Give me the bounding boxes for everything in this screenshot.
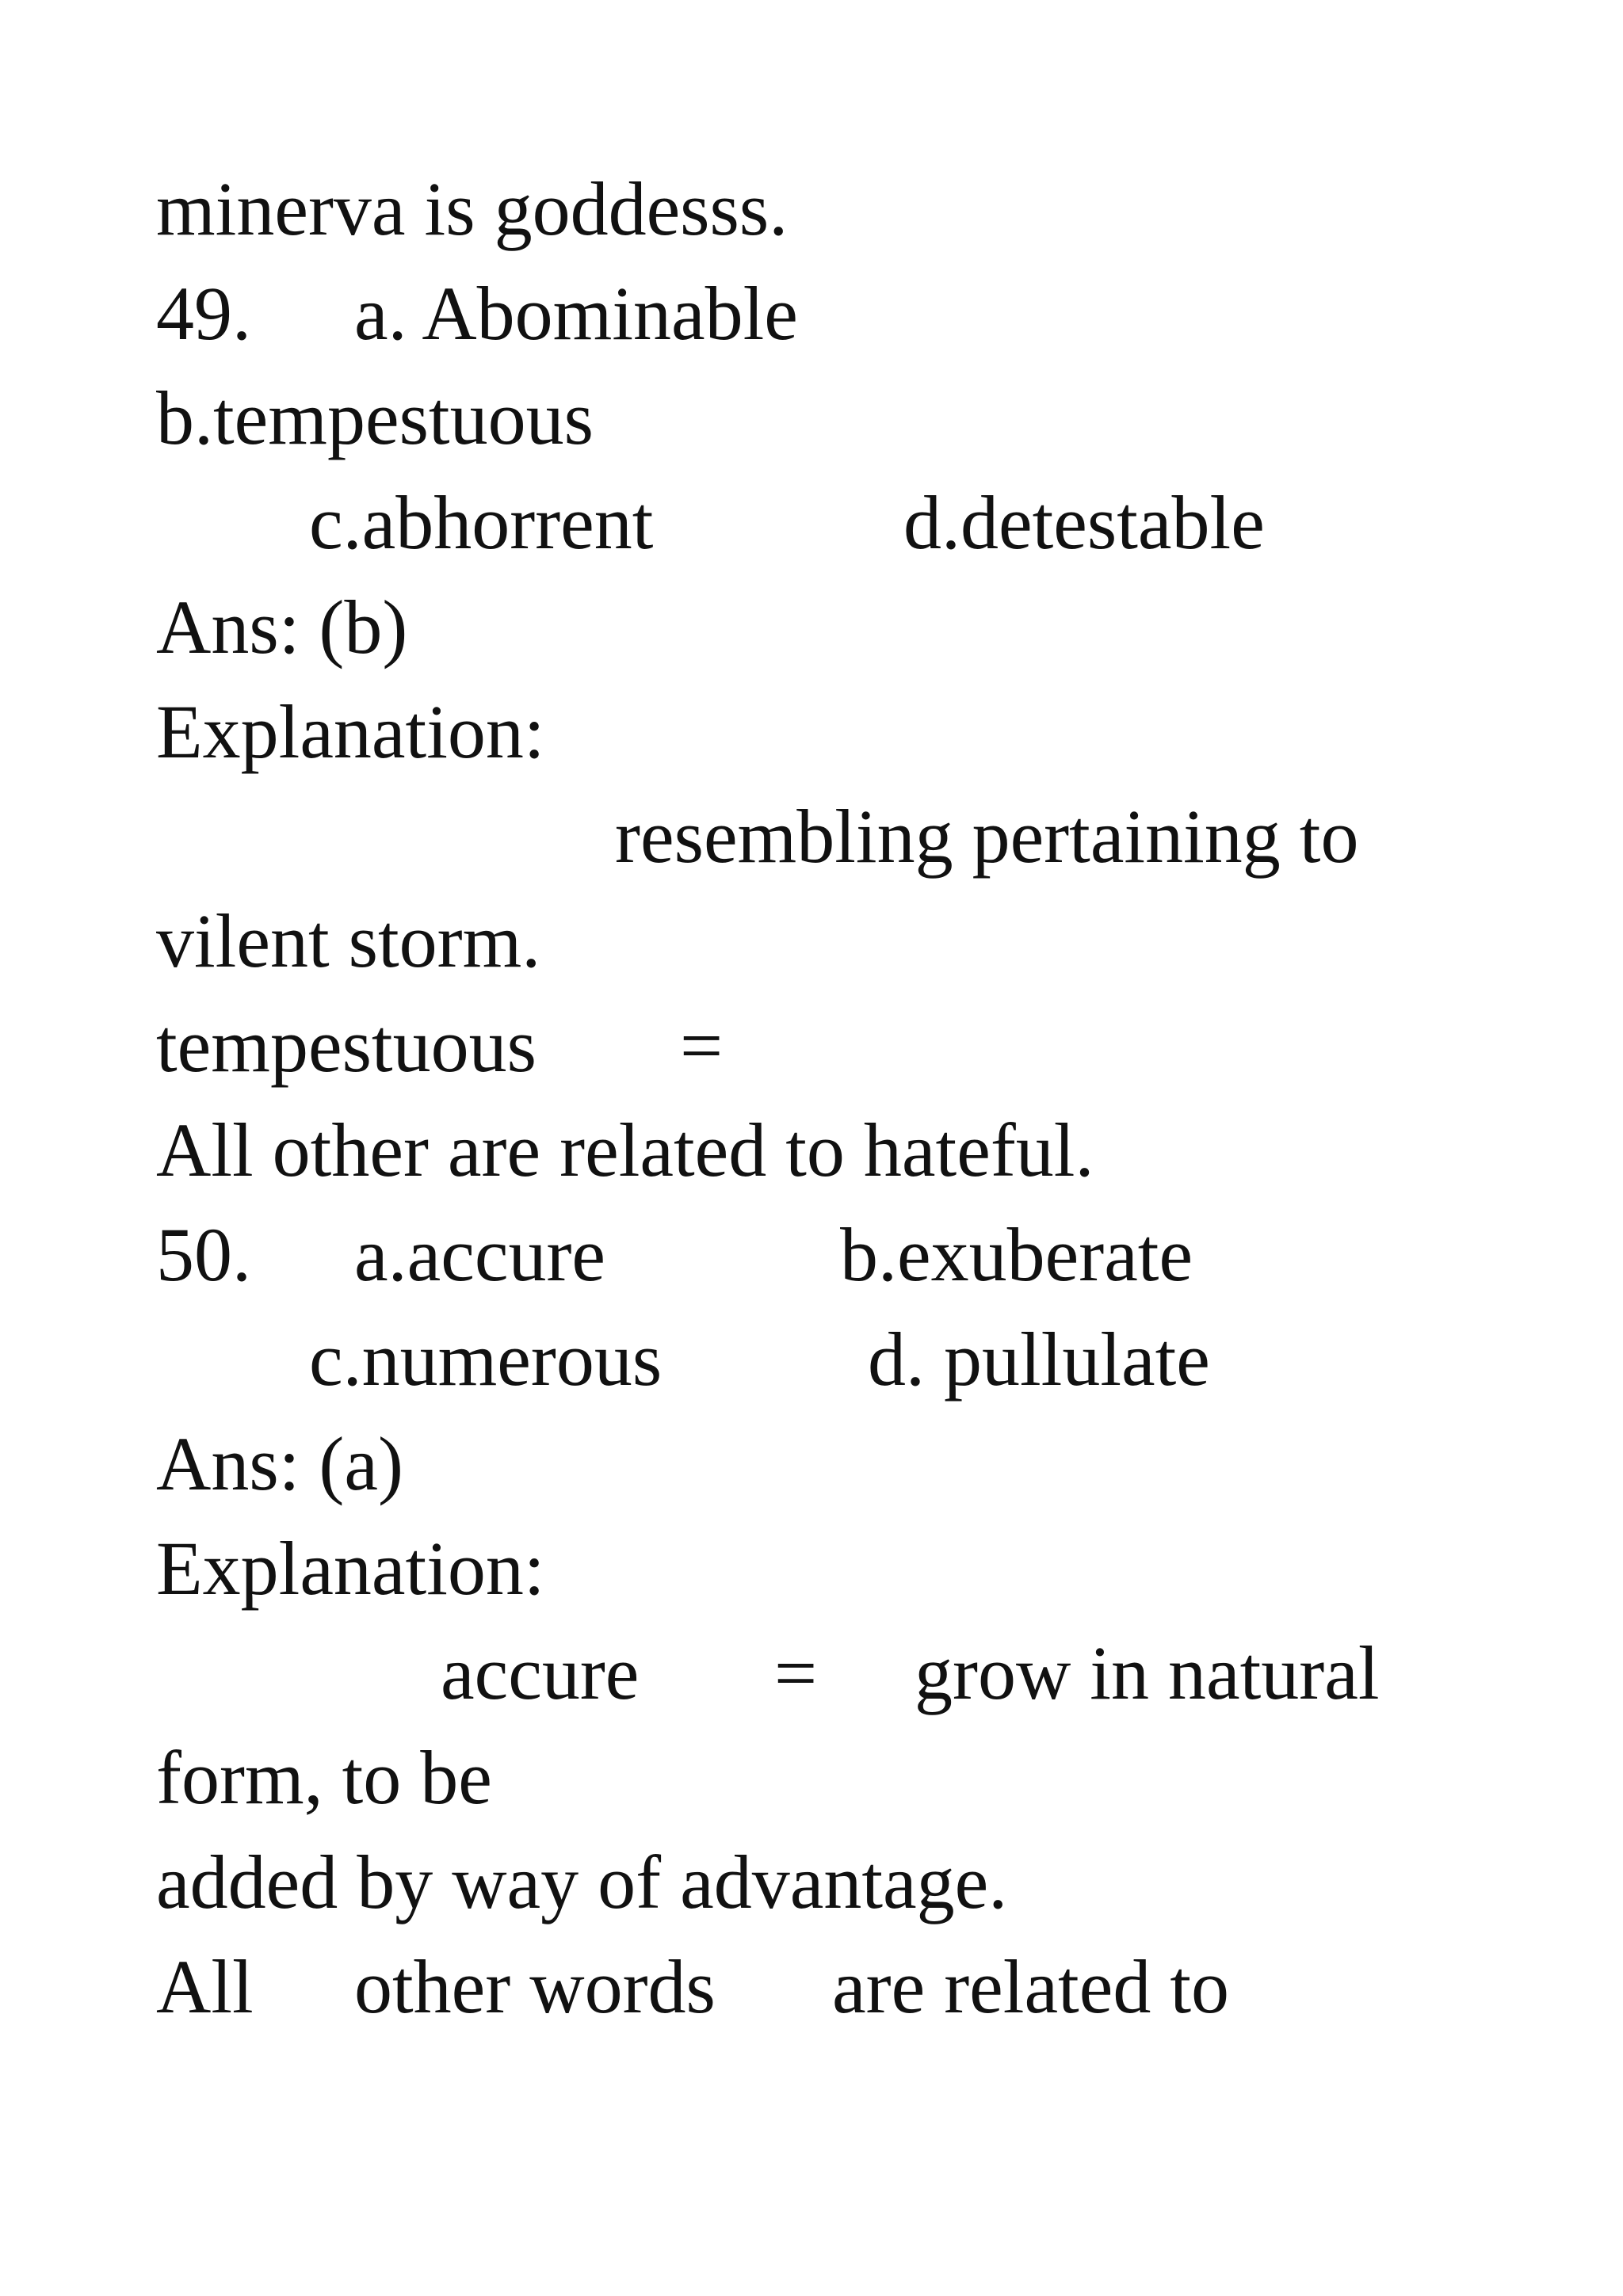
explanation-text: resembling pertaining to bbox=[615, 794, 1359, 879]
option-d: d.detestable bbox=[903, 480, 1265, 565]
option-d: d. pullulate bbox=[868, 1317, 1210, 1402]
text-line: minerva is goddesss. bbox=[156, 166, 789, 251]
answer-line: Ans: (a) bbox=[156, 1421, 403, 1506]
option-a: a. Abominable bbox=[354, 271, 798, 356]
explanation-text: are related to bbox=[832, 1944, 1229, 2029]
equals-sign: = bbox=[680, 1003, 724, 1088]
explanation-text: grow in natural bbox=[915, 1630, 1380, 1715]
explanation-term: tempestuous bbox=[156, 1003, 537, 1088]
equals-sign: = bbox=[774, 1630, 818, 1715]
explanation-text: form, to be bbox=[156, 1735, 492, 1820]
answer-line: Ans: (b) bbox=[156, 585, 408, 669]
explanation-text: vilent storm. bbox=[156, 898, 541, 983]
explanation-text: All other are related to hateful. bbox=[156, 1108, 1094, 1192]
question-number: 50. bbox=[156, 1212, 251, 1297]
explanation-heading: Explanation: bbox=[156, 689, 545, 774]
explanation-term: accure bbox=[441, 1630, 640, 1715]
option-b: b.exuberate bbox=[840, 1212, 1193, 1297]
option-a: a.accure bbox=[354, 1212, 606, 1297]
explanation-text: other words bbox=[354, 1944, 716, 2029]
explanation-text: All bbox=[156, 1944, 254, 2029]
explanation-text: added by way of advantage. bbox=[156, 1840, 1008, 1924]
option-c: c.numerous bbox=[309, 1317, 663, 1402]
option-b: b.tempestuous bbox=[156, 376, 594, 460]
option-c: c.abhorrent bbox=[309, 480, 654, 565]
question-number: 49. bbox=[156, 271, 251, 356]
explanation-heading: Explanation: bbox=[156, 1526, 545, 1611]
